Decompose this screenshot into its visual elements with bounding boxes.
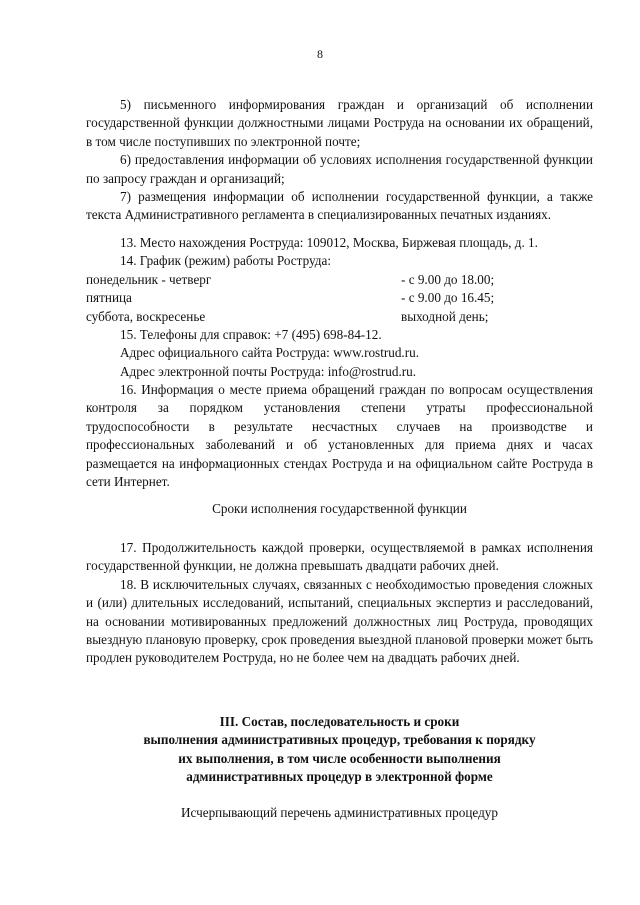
address-block: [86, 234, 593, 271]
item-16-block: [86, 381, 593, 491]
item-14-title: 14. График (режим) работы Роструда:: [120, 253, 331, 269]
subsection-title: Исчерпывающий перечень административных процедур: [180, 805, 498, 820]
section-heading-line: административных процедур в электронной форме: [186, 769, 493, 785]
item-13: 13. Место нахождения Роструда: 109012, Москва, Биржевая площадь, д. 1.: [120, 235, 538, 250]
list-item: 6) предоставления информации об условиях исполнения государственной функции по запросу граждан и организаций;: [86, 152, 593, 186]
schedule-time: - с 9.00 до 18.00;: [401, 272, 495, 287]
section-heading-line: их выполнения, в том числе особенности выполнения: [178, 750, 501, 766]
item-15: 15. Телефоны для справок: +7 (495) 698-84-12.: [120, 327, 382, 342]
schedule-row: [86, 289, 593, 307]
schedule-days: понедельник - четверг: [86, 272, 212, 287]
schedule-row: [86, 271, 593, 289]
contacts-block: [86, 326, 593, 381]
item-18: 18. В исключительных случаях, связанных с необходимостью проведения сложных и (или) длительных исследований, испытаний, специальных экспертиз и расследований, на основании мотивированных предложений должностных лиц Роструда, проводящих выездную плановую проверку, срок проведения выездной плановой проверки может быть продлен руководителем Роструда, но не более чем на двадцать рабочих дней.: [86, 576, 593, 666]
section-iii-heading: [86, 713, 593, 787]
website-line: Адрес официального сайта Роструда: www.rostrud.ru.: [120, 345, 420, 361]
item-16: 16. Информация о месте приема обращений граждан по вопросам осуществления контроля за порядком установления степени утраты профессиональной трудоспособности в результате несчастных случаев на производстве и профессиональных заболеваний и об установленных для приема днях и часах размещается на информационных стендах Роструда и на официальном сайте Роструда в сети Интернет.: [86, 382, 593, 490]
schedule-days: суббота, воскресенье: [86, 308, 206, 324]
subsection-block: [86, 804, 593, 822]
list-item: 7) размещения информации об исполнении государственной функции, а также текста Административного регламента в специализированных печатных изданиях.: [86, 189, 593, 223]
terms-heading-block: [86, 500, 593, 518]
schedule-row: [86, 308, 593, 326]
page-number: 8: [317, 47, 323, 61]
list-block: [86, 96, 593, 225]
item-17: 17. Продолжительность каждой проверки, осуществляемой в рамках исполнения государственной функции, не должна превышать двадцати рабочих дней.: [86, 540, 593, 574]
list-item: 5) письменного информирования граждан и организаций об исполнении государственной функции должностными лицами Роструда на основании их обращений, в том числе поступивших по электронной почте;: [86, 97, 593, 149]
schedule-table: [86, 271, 593, 326]
schedule-time: выходной день;: [401, 308, 489, 324]
section-heading-line: выполнения административных процедур, требования к порядку: [143, 732, 536, 748]
terms-block: [86, 539, 593, 668]
section-terms-title: Сроки исполнения государственной функции: [212, 501, 467, 516]
schedule-days: пятница: [86, 290, 132, 306]
email-line: Адрес электронной почты Роструда: info@rostrud.ru.: [120, 363, 417, 379]
section-heading-line: III. Состав, последовательность и сроки: [219, 714, 460, 729]
schedule-time: - с 9.00 до 16.45;: [401, 290, 495, 306]
